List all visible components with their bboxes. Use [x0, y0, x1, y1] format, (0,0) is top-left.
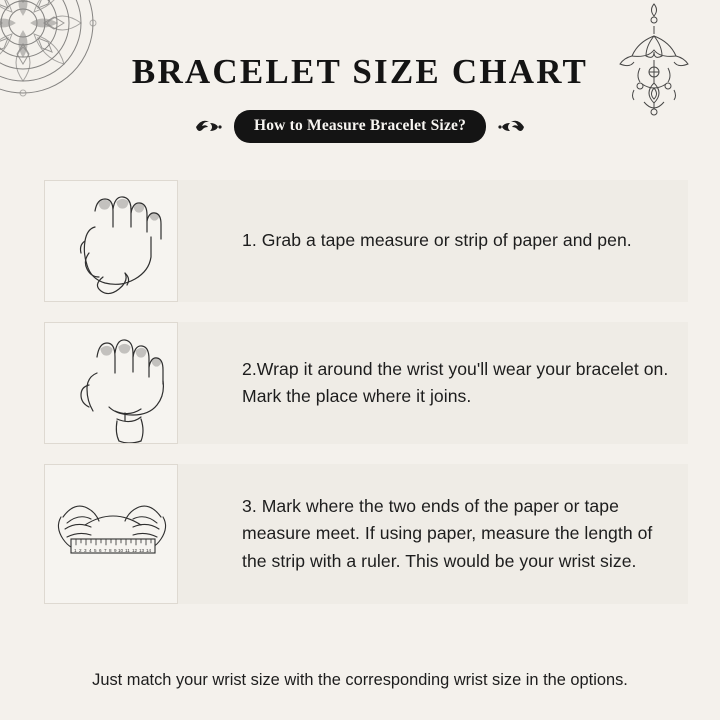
- step-text: 2.Wrap it around the wrist you'll wear your bracelet on. Mark the place where it joins.: [242, 358, 669, 406]
- svg-text:1: 1: [74, 548, 77, 553]
- svg-text:5: 5: [94, 548, 97, 553]
- fist-with-tape-icon: [44, 180, 178, 302]
- svg-text:12: 12: [132, 548, 138, 553]
- subtitle-row: [0, 110, 720, 143]
- svg-text:9: 9: [114, 548, 117, 553]
- svg-text:7: 7: [104, 548, 107, 553]
- page-title: BRACELET SIZE CHART: [131, 52, 589, 91]
- step-item: [44, 464, 688, 604]
- svg-text:2: 2: [79, 548, 82, 553]
- svg-text:4: 4: [89, 548, 92, 553]
- step-text: 1. Grab a tape measure or strip of paper and pen.: [242, 230, 632, 251]
- steps-list: [44, 180, 688, 624]
- svg-text:11: 11: [125, 548, 130, 553]
- ruler-measure-icon: [44, 464, 178, 604]
- subtitle-pill: How to Measure Bracelet Size?: [234, 110, 486, 143]
- svg-text:14: 14: [146, 548, 152, 553]
- flourish-left-icon: [194, 115, 224, 139]
- svg-text:6: 6: [99, 548, 102, 553]
- svg-text:3: 3: [84, 548, 87, 553]
- step-item: [44, 322, 688, 444]
- flourish-right-icon: [496, 115, 526, 139]
- svg-text:13: 13: [139, 548, 145, 553]
- svg-text:8: 8: [109, 548, 112, 553]
- footer-note: Just match your wrist size with the corresponding wrist size in the options.: [92, 671, 628, 689]
- step-item: [44, 180, 688, 302]
- svg-text:10: 10: [118, 548, 124, 553]
- wrist-wrapped-tape-icon: [44, 322, 178, 444]
- step-text: 3. Mark where the two ends of the paper or tape measure meet. If using paper, measure the length of the strip with a ruler. This would be your wrist size.: [242, 496, 653, 571]
